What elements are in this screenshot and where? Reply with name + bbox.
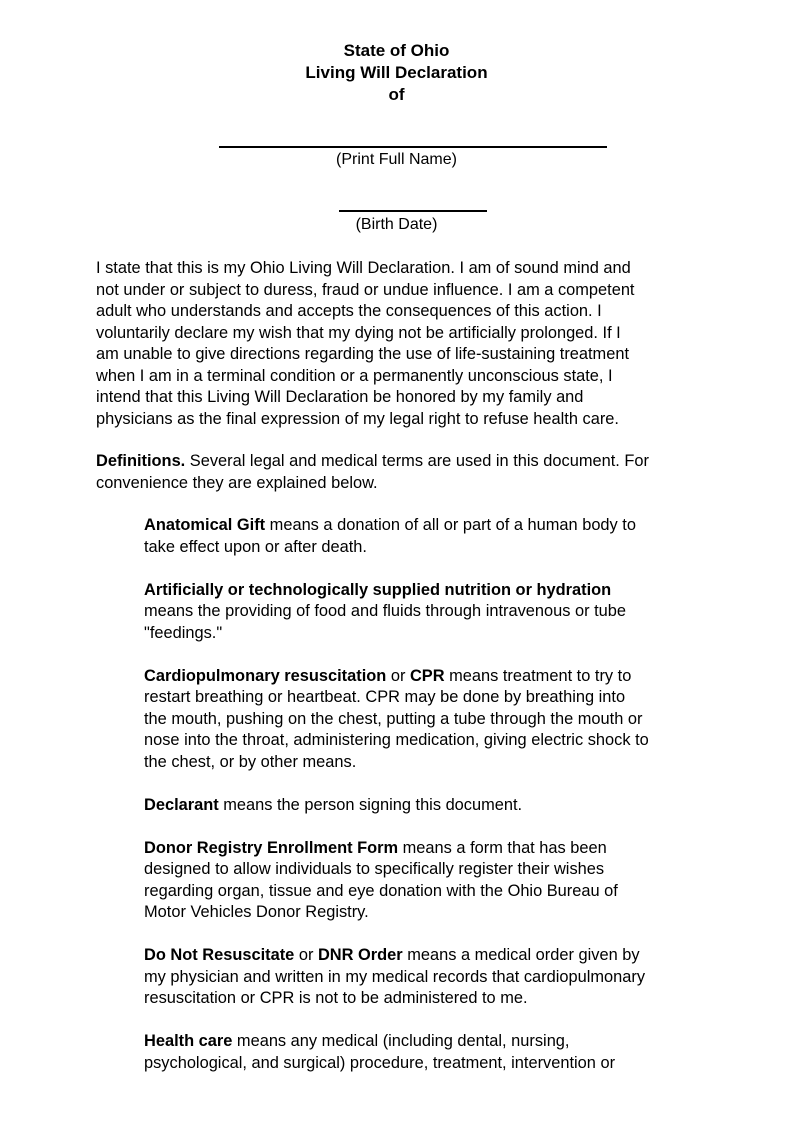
definition-line xyxy=(144,515,754,537)
definition-line xyxy=(144,838,754,860)
definitions-heading: Definitions. xyxy=(96,452,186,470)
definition-line: regarding organ, tissue and eye donation with the Ohio Bureau of xyxy=(144,881,618,900)
title-of: of xyxy=(388,85,405,104)
definition-line: resuscitation or CPR is not to be administered to me. xyxy=(144,989,528,1007)
definition-nutrition-hydration xyxy=(144,580,754,645)
paragraph-line: voluntarily declare my wish that my dying not be artificially prolonged. If I xyxy=(96,323,621,342)
definition-line xyxy=(144,1031,754,1053)
document-title xyxy=(0,40,793,106)
definition-line: the chest, or by other means. xyxy=(144,752,357,771)
term-connector: or xyxy=(386,666,410,685)
term-text: means a form that has been xyxy=(398,838,607,857)
definition-line: psychological, and surgical) procedure, treatment, intervention or xyxy=(144,1053,616,1072)
title-state: State of Ohio xyxy=(343,41,450,60)
definition-cpr xyxy=(144,666,754,774)
term-text: means the person signing this document. xyxy=(218,795,523,814)
term-name: Declarant xyxy=(144,795,219,814)
term-abbreviation: CPR xyxy=(409,666,445,685)
definition-anatomical-gift xyxy=(144,515,754,558)
definition-donor-registry-form xyxy=(144,838,754,924)
definition-line: means the providing of food and fluids through intravenous or tube xyxy=(144,602,627,620)
definition-declarant xyxy=(144,795,754,817)
definition-line xyxy=(144,580,754,602)
definition-line xyxy=(144,795,754,817)
birth-date-label: (Birth Date) xyxy=(355,216,438,233)
definition-line: take effect upon or after death. xyxy=(144,537,367,556)
term-abbreviation: DNR Order xyxy=(317,946,403,964)
term-name: Donor Registry Enrollment Form xyxy=(144,838,399,857)
paragraph-line: convenience they are explained below. xyxy=(96,473,378,492)
term-name: Do Not Resuscitate xyxy=(144,946,295,964)
paragraph-line: when I am in a terminal condition or a permanently unconscious state, I xyxy=(96,366,613,385)
paragraph-line: adult who understands and accepts the consequences of this action. I xyxy=(96,302,602,320)
term-text: means a medical order given by xyxy=(402,946,640,964)
term-name: Artificially or technologically supplied nutrition or hydration xyxy=(144,580,612,599)
definitions-intro xyxy=(96,451,746,494)
definition-line: my physician and written in my medical records that cardiopulmonary xyxy=(144,967,646,986)
full-name-line[interactable] xyxy=(219,146,607,148)
definition-line: restart breathing or heartbeat. CPR may be done by breathing into xyxy=(144,688,626,706)
definitions-list xyxy=(144,515,754,1096)
term-connector: or xyxy=(294,946,318,964)
term-text: means treatment to try to xyxy=(444,666,632,685)
paragraph-line: intend that this Living Will Declaration be honored by my family and xyxy=(96,388,584,406)
term-name: Anatomical Gift xyxy=(144,516,266,534)
title-document: Living Will Declaration xyxy=(305,63,488,82)
definition-health-care xyxy=(144,1031,754,1074)
term-name: Cardiopulmonary resuscitation xyxy=(144,666,387,685)
term-text: means a donation of all or part of a human body to xyxy=(265,516,636,534)
declaration-paragraph xyxy=(96,258,736,430)
paragraph-line: physicians as the final expression of my legal right to refuse health care. xyxy=(96,409,619,428)
paragraph-line: am unable to give directions regarding the use of life-sustaining treatment xyxy=(96,345,629,363)
definition-line xyxy=(144,945,754,967)
definitions-text: Several legal and medical terms are used in this document. For xyxy=(185,452,649,470)
definition-line xyxy=(144,666,754,688)
term-name: Health care xyxy=(144,1032,233,1050)
paragraph-line: I state that this is my Ohio Living Will Declaration. I am of sound mind and xyxy=(96,259,631,277)
full-name-label: (Print Full Name) xyxy=(336,151,457,168)
definition-line: designed to allow individuals to specifically register their wishes xyxy=(144,860,605,878)
definition-line: Motor Vehicles Donor Registry. xyxy=(144,903,369,921)
definition-dnr-order xyxy=(144,945,754,1010)
term-text: means any medical (including dental, nursing, xyxy=(232,1032,570,1050)
definition-line: "feedings." xyxy=(144,623,223,642)
definition-line: the mouth, pushing on the chest, putting a tube through the mouth or xyxy=(144,709,643,728)
definition-line: nose into the throat, administering medication, giving electric shock to xyxy=(144,731,649,749)
paragraph-line: not under or subject to duress, fraud or undue influence. I am a competent xyxy=(96,280,635,299)
birth-date-line[interactable] xyxy=(339,210,487,212)
paragraph-line xyxy=(96,451,746,473)
